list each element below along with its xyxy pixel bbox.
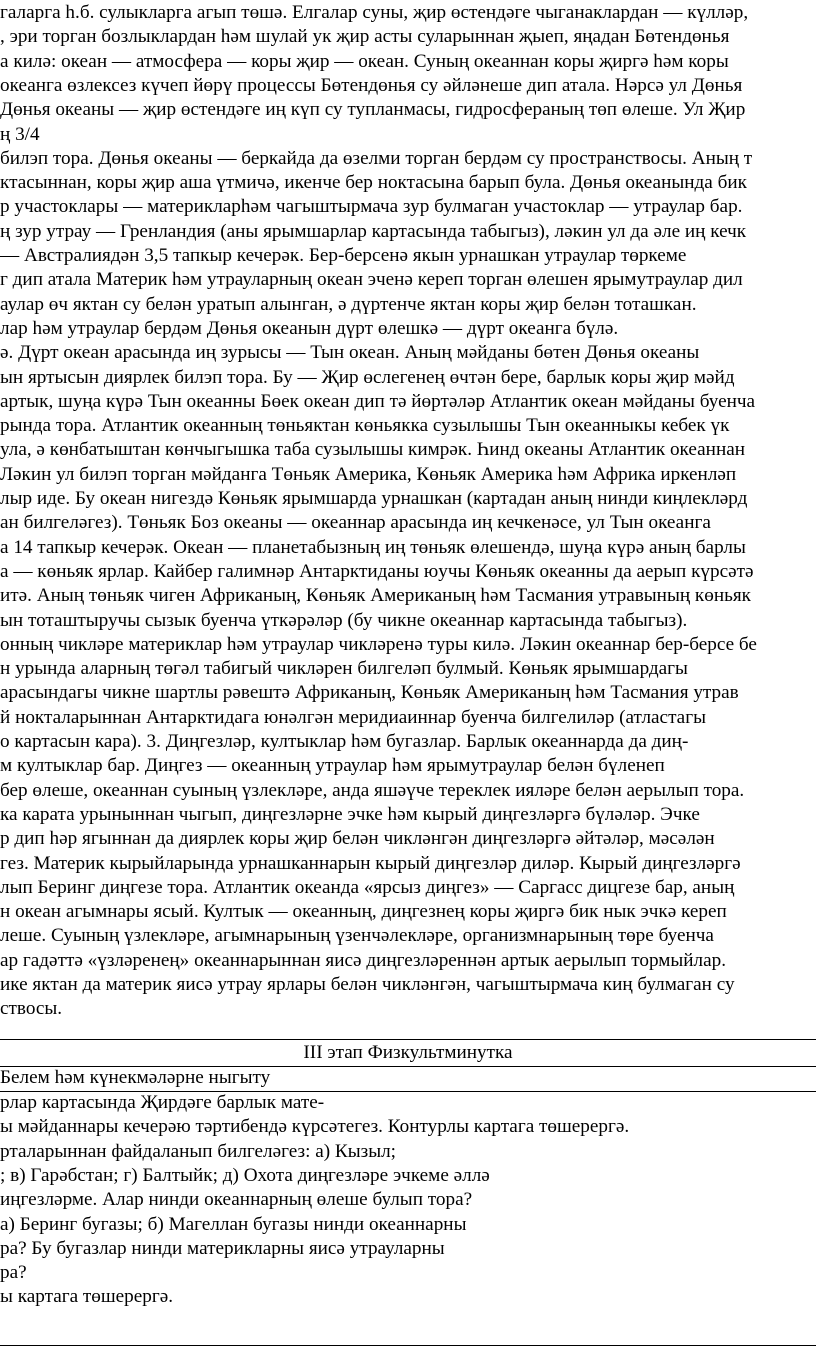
task-line: ра? xyxy=(0,1262,27,1284)
text-line: океанга өзлексез күчеп йөрү процессы Бөтендөнья су әйләнеше дип атала. Нәрсә ул Дөнья xyxy=(0,74,743,96)
text-line: онның чикләре материклар һәм утраулар чикләренә туры килә. Ләкин океаннар бер-берсе бе xyxy=(0,633,757,655)
text-line: н урында аларның төгәл табигый чикләрен билгеләп булмый. Көньяк ярымшардагы xyxy=(0,658,688,680)
text-line: а килә: океан — атмосфера — коры җир — океан. Суның океаннан коры җиргә һәм коры xyxy=(0,50,729,72)
task-line: а) Беринг бугазы; б) Магеллан бугазы нинди океаннарны xyxy=(0,1213,467,1235)
text-line: Дөнья океаны — җир өстендәге иң күп су тупланмасы, гидросфераның төп өлеше. Ул Җир xyxy=(0,99,746,121)
text-line: рында тора. Атлантик океанның төньяктан көньякка сузылышы Тын океанныкы кебек үк xyxy=(0,415,730,437)
text-line: ула, ә көнбатыштан көнчыгышка таба сузылышы кимрәк. Һинд океаны Атлантик океаннан xyxy=(0,439,745,461)
text-line: ң 3/4 xyxy=(0,123,40,145)
text-line: ктасыннан, коры җир аша үтмичә, икенче бер ноктасына барып була. Дөнья океанында бик xyxy=(0,172,747,194)
text-line: Ләкин ул билэп торган мәйданга Төньяк Америка, Көньяк Америка һәм Африка иркенләп xyxy=(0,463,737,485)
task-line: ы мәйданнары кечерәю тәртибендә күрсәтегез. Контурлы картага төшерергә. xyxy=(0,1116,630,1138)
text-line: й нокталарыннан Антарктидага юнәлгән меридиаиннар буенча билгелиләр (атластагы xyxy=(0,706,706,728)
section-heading-row xyxy=(0,1066,816,1092)
text-line: итә. Аның төньяк чиген Африканың, Көньяк Американың һәм Тасмания утравының көньяк xyxy=(0,585,751,607)
text-line: м култыклар бар. Диңгез — океанның утраулар һәм ярымутраулар белән бүленеп xyxy=(0,755,665,777)
text-line: ын яртысын диярлек билэп тора. Бу — Җир өслегенең өчтән бере, барлык коры җир мәйд xyxy=(0,366,735,388)
text-line: р дип һәр ягыннан да диярлек коры җир белән чикләнгән диңгезләргә әйтәләр, мәсәлән xyxy=(0,828,715,850)
text-line: ар гадәттә «үзләренең» океаннарыннан яисә диңгезләреннән артык аерылып тормыйлар. xyxy=(0,949,727,971)
text-line: лар һәм утраулар бердәм Дөнья океанын дүрт өлешкә — дүрт океанга бүлә. xyxy=(0,317,619,339)
text-line: ка карата урыныннан чыгып, диңгезләрне эчке һәм кырый диңгезләргә бүләләр. Эчке xyxy=(0,803,700,825)
text-line: лып Беринг диңгезе тора. Атлантик океанда «ярсыз диңгез» — Саргасс дицгезе бар, аның xyxy=(0,876,735,898)
text-line: ң зур утрау — Гренландия (аны ярымшарлар картасында табыгыз), ләкин ул да әле иң кечк xyxy=(0,220,747,242)
task-line: рталарыннан файдаланып билгеләгез: а) Кызыл; xyxy=(0,1140,396,1162)
text-line: о картасын кара). 3. Диңгезләр, култыклар һәм бугазлар. Барлык океаннарда да диң- xyxy=(0,731,689,752)
stage-heading-row xyxy=(0,1039,816,1067)
text-line: н океан агымнары ясый. Култык — океанның, диңгезнең коры җиргә бик нык эчкә кереп xyxy=(0,901,727,923)
text-line: г дип атала Материк һәм утрауларның океан эченә кереп торган өлешен ярымутраулар дил xyxy=(0,269,743,291)
text-line: галарга һ.б. сулыкларга агып төшә. Елгалар суны, җир өстендәге чыганаклардан — күлләр, xyxy=(0,2,749,23)
text-line: ан билгеләгез). Төньяк Боз океаны — океаннар арасында иң кечкенәсе, ул Тын океанга xyxy=(0,512,711,534)
text-line: ствосы. xyxy=(0,998,63,1020)
text-line: ике яктан да материк яисә утрау ярлары белән чикләнгән, чагыштырмача киң булмаган су xyxy=(0,974,735,995)
task-line: иңгезләрме. Алар нинди океаннарның өлеше булып тора? xyxy=(0,1189,473,1211)
task-line: рлар картасында Җирдәге барлык мате- xyxy=(0,1092,325,1113)
bottom-divider xyxy=(0,1345,816,1346)
text-line: бер өлеше, океаннан суының үзлекләре, анда яшәүче тереклек ияләре белән аерылып тора. xyxy=(0,779,745,801)
text-line: леше. Суының үзлекләре, агымнарының үзенчәлекләре, организмнарының төре буенча xyxy=(0,925,714,947)
text-line: аулар өч яктан су белән уратып алынган, ә дүртенче яктан коры җир белән тоташкан. xyxy=(0,293,697,315)
task-line: ра? Бу бугазлар нинди материкларны яисә утрауларны xyxy=(0,1237,445,1259)
text-line: , эри торган бозлыклардан һәм шулай ук җир асты суларыннан җыеп, яңадан Бөтендөнья xyxy=(0,26,730,48)
text-line: лыр иде. Бу океан нигездә Көньяк ярымшарда урнашкан (картадан аның нинди киңлекләрд xyxy=(0,488,748,509)
text-line: артык, шуңа күрә Тын океанны Бөек океан дип тә йөртәләр Атлантик океан мәйданы буенча xyxy=(0,390,756,412)
text-line: арасындагы чикне шартлы рәвештә Африканың, Көньяк Американың һәм Тасмания утрав xyxy=(0,682,739,704)
text-line: билэп тора. Дөнья океаны — беркайда да өзелми торган бердәм су пространствосы. Аның т xyxy=(0,147,753,169)
text-line: р участоклары — материкларһәм чагыштырмача зур булмаган участоклар — утраулар бар. xyxy=(0,196,743,218)
stage-heading: III этап Физкультминутка xyxy=(303,1042,513,1063)
text-line: а — көньяк ярлар. Кайбер галимнәр Антарктиданы юучы Көньяк океанны да аерып күрсәтә xyxy=(0,560,754,582)
text-line: а 14 тапкыр кечерәк. Океан — планетабызның иң төньяк өлешендә, шуңа күрә аның барлы xyxy=(0,536,746,558)
text-line: ын тоташтыручы сызык буенча үткәрәләр (бу чикне океаннар картасында табыгыз). xyxy=(0,609,688,631)
text-line: — Австралиядән 3,5 тапкыр кечерәк. Бер-берсенә якын урнашкан утраулар төркеме xyxy=(0,245,687,266)
text-line: гез. Материк кырыйларында урнашканнарын кырый диңгезләр диләр. Кырый диңгезләргә xyxy=(0,852,741,874)
task-line: ; в) Гарәбстан; г) Балтыйк; д) Охота диңгезләре эчкеме әллә xyxy=(0,1164,490,1186)
section-heading: Белем һәм күнекмәләрне ныгыту xyxy=(0,1067,271,1088)
text-line: ә. Дүрт океан арасында иң зурысы — Тын океан. Аның мәйданы бөтен Дөнья океаны xyxy=(0,342,700,364)
task-line: ы картага төшерергә. xyxy=(0,1286,174,1308)
